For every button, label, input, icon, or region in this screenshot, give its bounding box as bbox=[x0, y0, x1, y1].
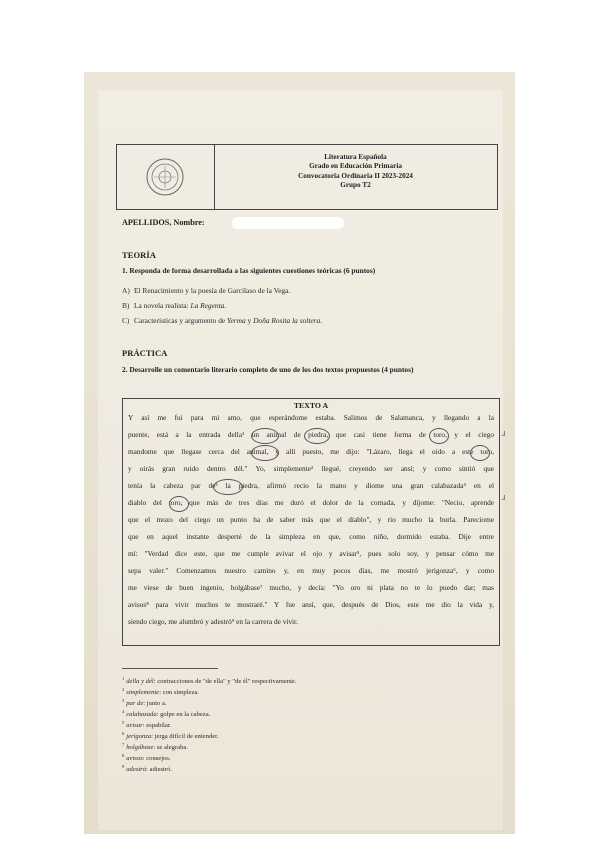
exam-header bbox=[116, 144, 498, 210]
university-seal bbox=[117, 145, 215, 209]
text-a-box bbox=[122, 398, 500, 646]
theory-item-a bbox=[122, 286, 290, 295]
pen-circle-toro bbox=[470, 445, 490, 461]
text-line: puente, está a la entrada della¹ un animal de piedra, que casi tiene forma de toro, y el ciego bbox=[128, 430, 494, 439]
footnote: $^6$ jerigonza: jerga difícil de entender. bbox=[122, 731, 219, 740]
footnote: $^5$ avisar: espabilar. bbox=[122, 720, 172, 729]
footnote: $^2$ simplemente: con simpleza. bbox=[122, 687, 199, 696]
pen-circle-toro bbox=[429, 428, 449, 444]
theory-item-c: C) Características y argumento de Yerma y Doña Rosita la soltera. bbox=[122, 316, 323, 325]
item-text: El Renacimiento y la poesía de Garcilaso de la Vega. bbox=[134, 286, 291, 295]
item-mark: C) bbox=[122, 316, 130, 325]
text-line: mandome que llegase cerca del animal, y allí puesto, me dijo: "Lázaro, llega el oído a este toro, bbox=[128, 447, 494, 456]
paper bbox=[98, 90, 506, 830]
text-line: y oirás gran ruido dentro dél." Yo, simplemente² llegué, creyendo ser ansí; y como sintió que bbox=[128, 464, 494, 473]
footnote: $^4$ calabazada: golpe en la cabeza. bbox=[122, 709, 211, 718]
name-label: APELLIDOS, Nombre: bbox=[122, 218, 205, 227]
theory-item-b bbox=[122, 301, 226, 310]
text-line: tenía la cabeza par de³ la piedra, afirmó recio la mano y diome una gran calabazada⁴ en el bbox=[128, 481, 494, 490]
theory-question: 1. Responda de forma desarrollada a las siguientes cuestiones teóricas (6 puntos) bbox=[122, 266, 376, 275]
session-title: Convocatoria Ordinaria II 2023-2024 bbox=[298, 171, 413, 180]
item-mark: B) bbox=[122, 301, 130, 310]
pen-margin-mark: ᒧ bbox=[501, 494, 506, 502]
text-line: siendo ciego, me alumbró y adestró⁹ en la carrera de vivir. bbox=[128, 617, 298, 626]
footnote: $^8$ avisos: consejos. bbox=[122, 753, 171, 762]
footnote: $^9$ adestró: adiestró. bbox=[122, 764, 173, 773]
pen-circle-piedra bbox=[304, 428, 330, 444]
pen-circle-animal bbox=[251, 445, 279, 461]
pen-circle-toro bbox=[169, 496, 189, 512]
work-title: Doña Rosita la soltera. bbox=[253, 316, 323, 325]
text-line: me viese de buen ingenio, holgábase⁷ mucho, y decía: "Yo oro ni plata no te lo puedo dar; mas bbox=[128, 583, 494, 592]
text-a-title: TEXTO A bbox=[293, 401, 329, 410]
footnote-rule bbox=[122, 668, 218, 669]
degree-title: Grado en Educación Primaria bbox=[309, 162, 402, 171]
text-line: sepa valer." Comenzamos nuestro camino y, en muy pocos días, me mostró jerigonza⁶, y como bbox=[128, 566, 494, 575]
redacted-name bbox=[232, 217, 344, 229]
text-line: que en aquel instante desperté de la simpleza en que, como niño, dormido estaba. Dije entre bbox=[128, 532, 494, 541]
text-line: que el mozo del ciego un punto ha de saber más que el diablo", y rio mucho la burla. Pareciome bbox=[128, 515, 494, 524]
header-title-block bbox=[214, 153, 497, 191]
pen-circle-animal bbox=[251, 428, 279, 444]
item-text: Características y argumento de bbox=[134, 316, 226, 325]
item-text: La novela realista: bbox=[134, 301, 189, 310]
text-line: diablo del toro, que más de tres días me duró el dolor de la cornada, y díjome: "Necio, aprende bbox=[128, 498, 494, 507]
practice-heading: PRÁCTICA bbox=[122, 348, 168, 358]
pen-circle-piedra bbox=[213, 479, 243, 495]
photographed-exam-sheet bbox=[84, 72, 515, 834]
text-line: Y así me fui para mi amo, que esperándome estaba. Salimos de Salamanca, y llegando a la bbox=[128, 413, 494, 422]
work-title: Yerma bbox=[227, 316, 246, 325]
item-mark: A) bbox=[122, 286, 130, 295]
theory-heading: TEORÍA bbox=[122, 250, 156, 260]
footnote: $^7$ holgábase: se alegraba. bbox=[122, 742, 188, 751]
work-title: La Regenta. bbox=[190, 301, 227, 310]
seal-icon bbox=[145, 157, 185, 197]
text-line: avisos⁸ para vivir muchos te mostraré." Y fue ansí, que, después de Dios, este me dio la vida y, bbox=[128, 600, 494, 609]
footnote: $^3$ par de: junto a. bbox=[122, 698, 167, 707]
footnote: $^1$ della y dél: contracciones de "de ella" y "de él" respectivamente. bbox=[122, 676, 297, 685]
practice-question: 2. Desarrolle un comentario literario completo de uno de los dos textos propuestos (4 puntos) bbox=[122, 365, 414, 374]
group-title: Grupo T2 bbox=[340, 181, 371, 190]
pen-margin-mark: ᒧ bbox=[501, 430, 506, 438]
text-line: mí: "Verdad dice este, que me cumple avivar el ojo y avisar⁵, pues solo soy, y pensar cómo me bbox=[128, 549, 494, 558]
subject-title: Literatura Española bbox=[324, 153, 387, 161]
